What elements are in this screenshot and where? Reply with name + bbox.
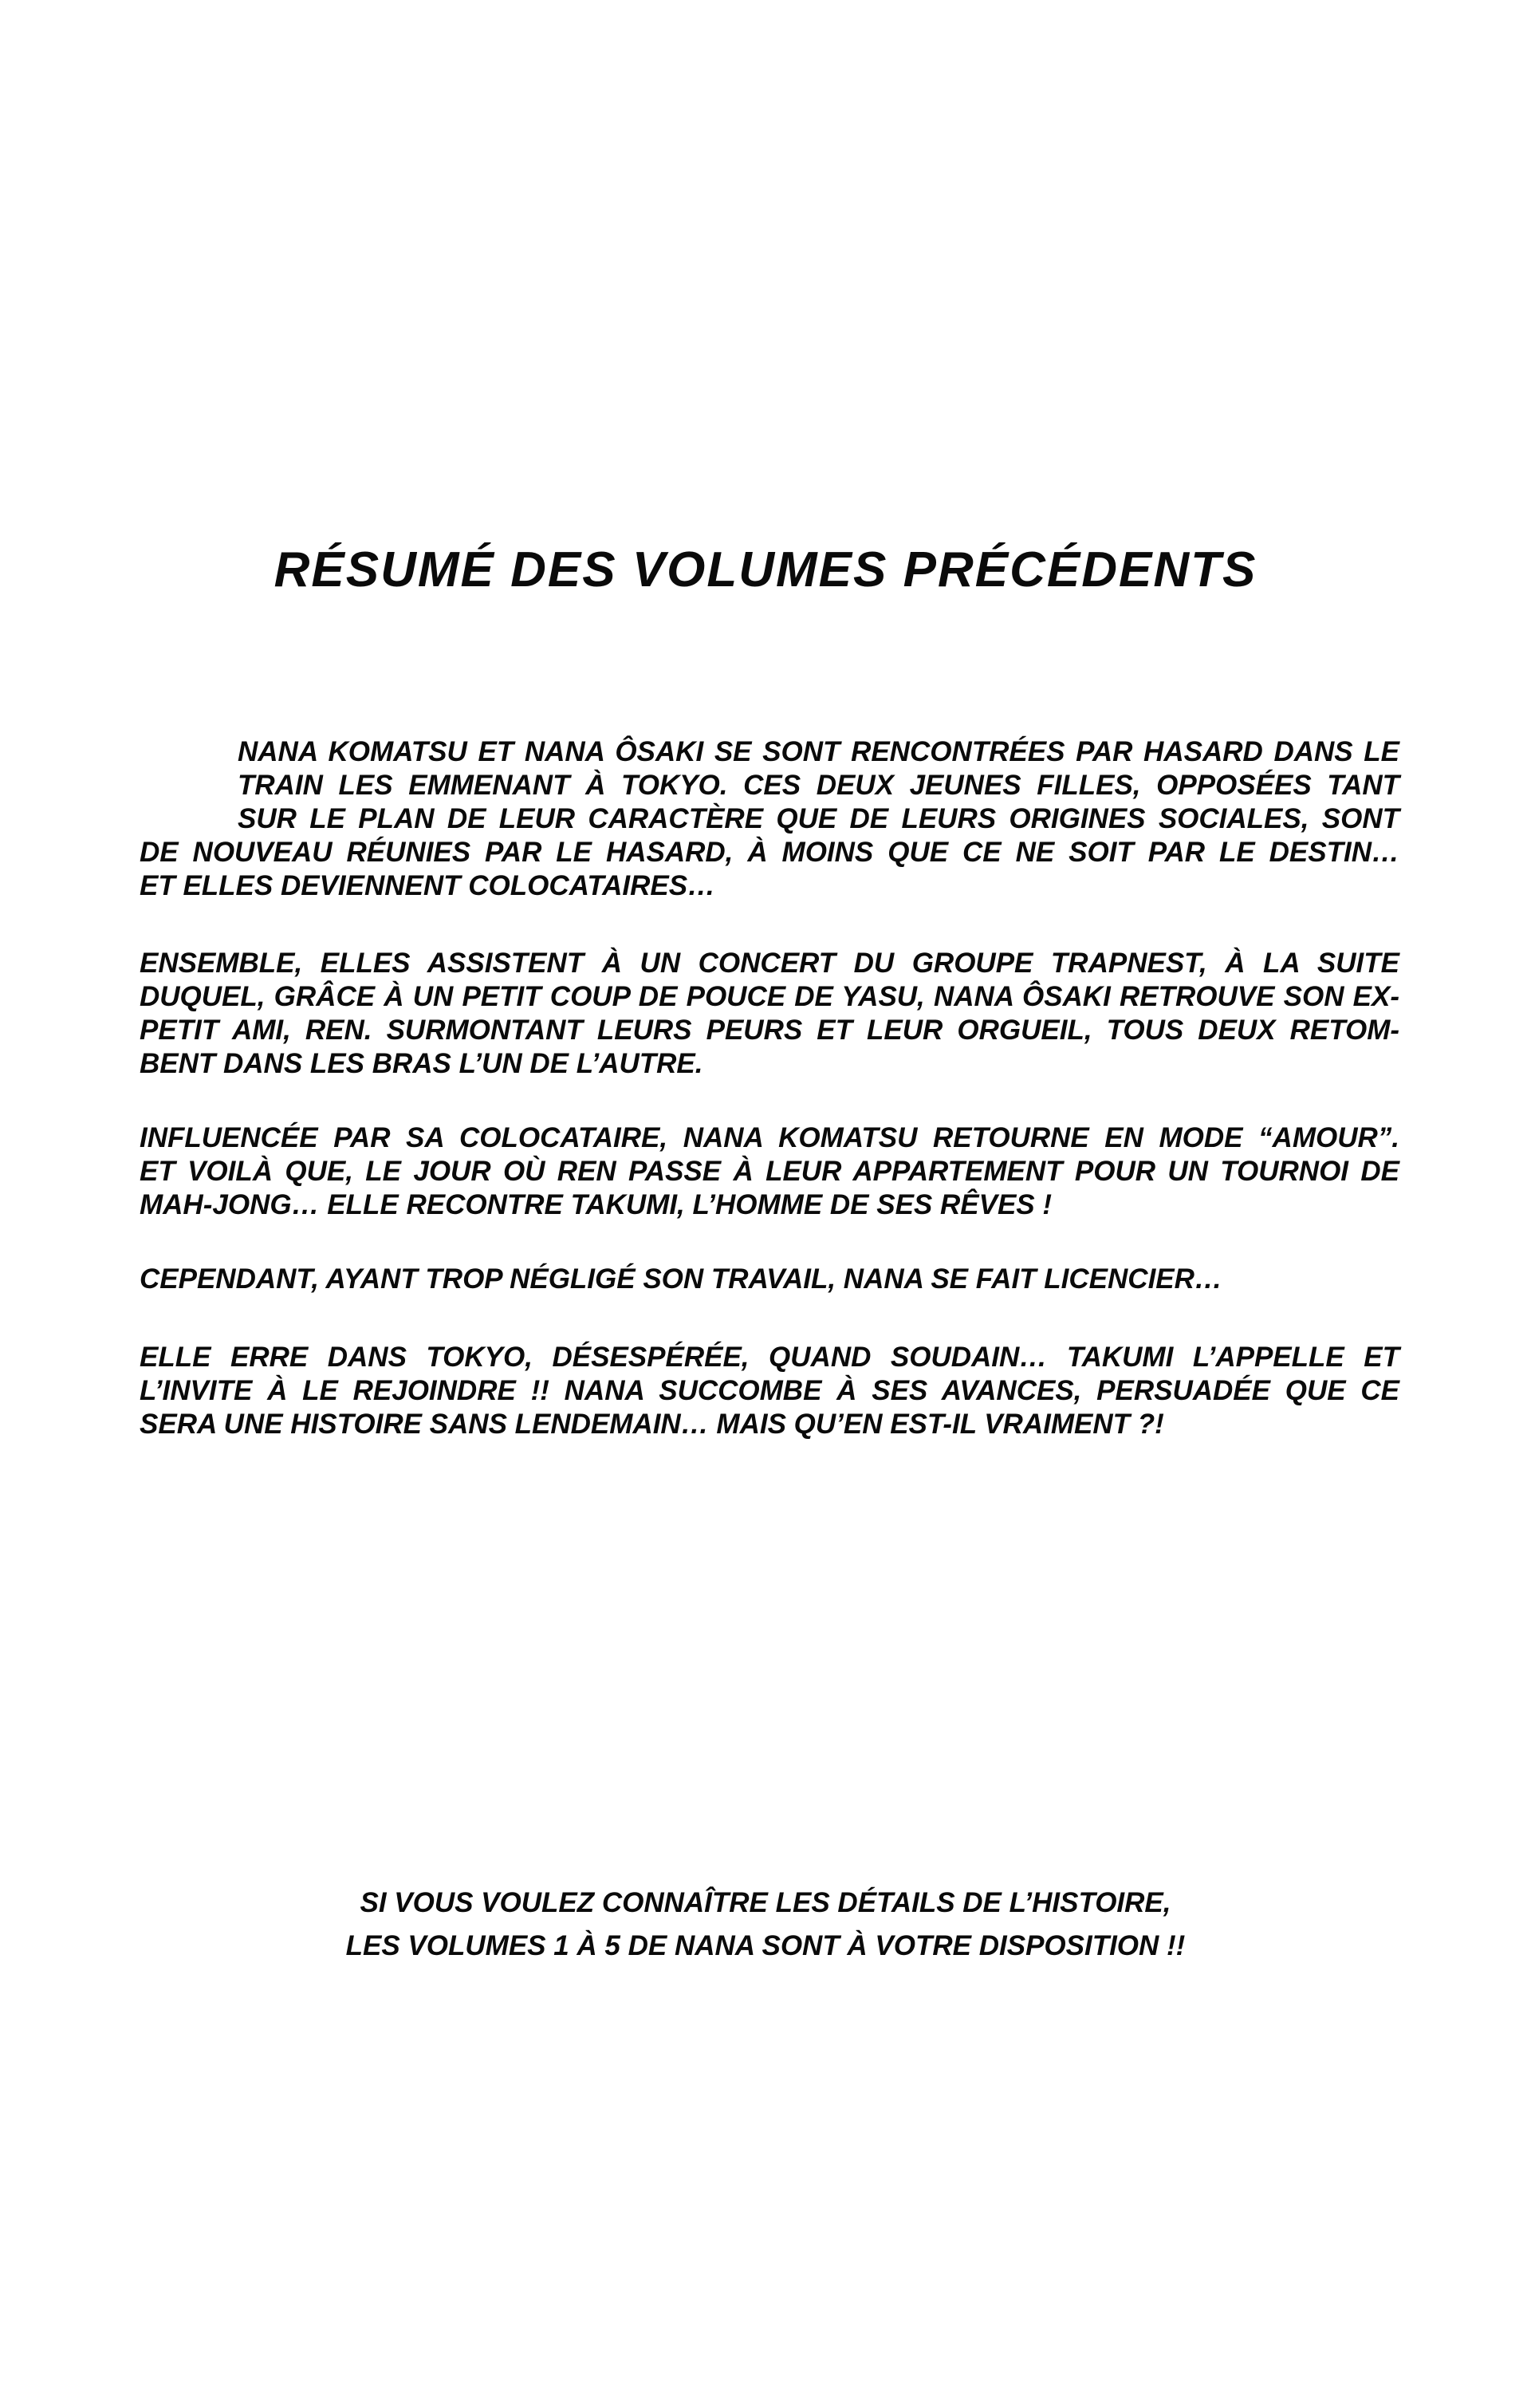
recap-line: MAH-JONG… ELLE RECONTRE TAKUMI, L’HOMME DE SES RÊVES ! [140, 1189, 1053, 1220]
recap-line: BENT DANS LES BRAS L’UN DE L’AUTRE. [140, 1048, 703, 1079]
recap-line: ELLE ERRE DANS TOKYO, DÉSESPÉRÉE, QUAND SOUDAIN… TAKUMI L’APPELLE ET [140, 1342, 1399, 1373]
availability-note [0, 1882, 1531, 1968]
recap-line: NANA KOMATSU ET NANA ÔSAKI SE SONT RENCONTRÉES PAR HASARD DANS LE [238, 736, 1399, 767]
recap-line: DE NOUVEAU RÉUNIES PAR LE HASARD, À MOINS QUE CE NE SOIT PAR LE DESTIN… [140, 837, 1399, 868]
availability-note-line: LES VOLUMES 1 À 5 DE NANA SONT À VOTRE DISPOSITION !! [345, 1930, 1186, 1961]
recap-line: ET VOILÀ QUE, LE JOUR OÙ REN PASSE À LEUR APPARTEMENT POUR UN TOURNOI DE [140, 1156, 1399, 1187]
recap-line: TRAIN LES EMMENANT À TOKYO. CES DEUX JEUNES FILLES, OPPOSÉES TANT [238, 770, 1399, 801]
recap-paragraph-5 [140, 1341, 1399, 1441]
recap-paragraph-3 [140, 1121, 1399, 1222]
recap-paragraph-4 [140, 1263, 1399, 1296]
recap-line: ET ELLES DEVIENNENT COLOCATAIRES… [140, 870, 716, 901]
recap-line: INFLUENCÉE PAR SA COLOCATAIRE, NANA KOMATSU RETOURNE EN MODE “AMOUR”. [140, 1122, 1399, 1153]
recap-paragraph-1 [140, 735, 1399, 903]
recap-line: PETIT AMI, REN. SURMONTANT LEURS PEURS ET LEUR ORGUEIL, TOUS DEUX RETOM- [140, 1015, 1399, 1046]
recap-line: SERA UNE HISTOIRE SANS LENDEMAIN… MAIS QU’EN EST-IL VRAIMENT ?! [140, 1409, 1164, 1440]
recap-line: SUR LE PLAN DE LEUR CARACTÈRE QUE DE LEURS ORIGINES SOCIALES, SONT [238, 803, 1399, 834]
recap-paragraph-2 [140, 947, 1399, 1081]
page-title: RÉSUMÉ DES VOLUMES PRÉCÉDENTS [274, 542, 1257, 597]
recap-line: ENSEMBLE, ELLES ASSISTENT À UN CONCERT DU GROUPE TRAPNEST, À LA SUITE [140, 948, 1399, 979]
recap-line: L’INVITE À LE REJOINDRE !! NANA SUCCOMBE À SES AVANCES, PERSUADÉE QUE CE [140, 1375, 1399, 1406]
availability-note-line: SI VOUS VOULEZ CONNAÎTRE LES DÉTAILS DE L’HISTOIRE, [360, 1887, 1171, 1918]
recap-line: DUQUEL, GRÂCE À UN PETIT COUP DE POUCE DE YASU, NANA ÔSAKI RETROUVE SON EX- [140, 981, 1399, 1012]
recap-line: CEPENDANT, AYANT TROP NÉGLIGÉ SON TRAVAIL, NANA SE FAIT LICENCIER… [140, 1263, 1222, 1295]
